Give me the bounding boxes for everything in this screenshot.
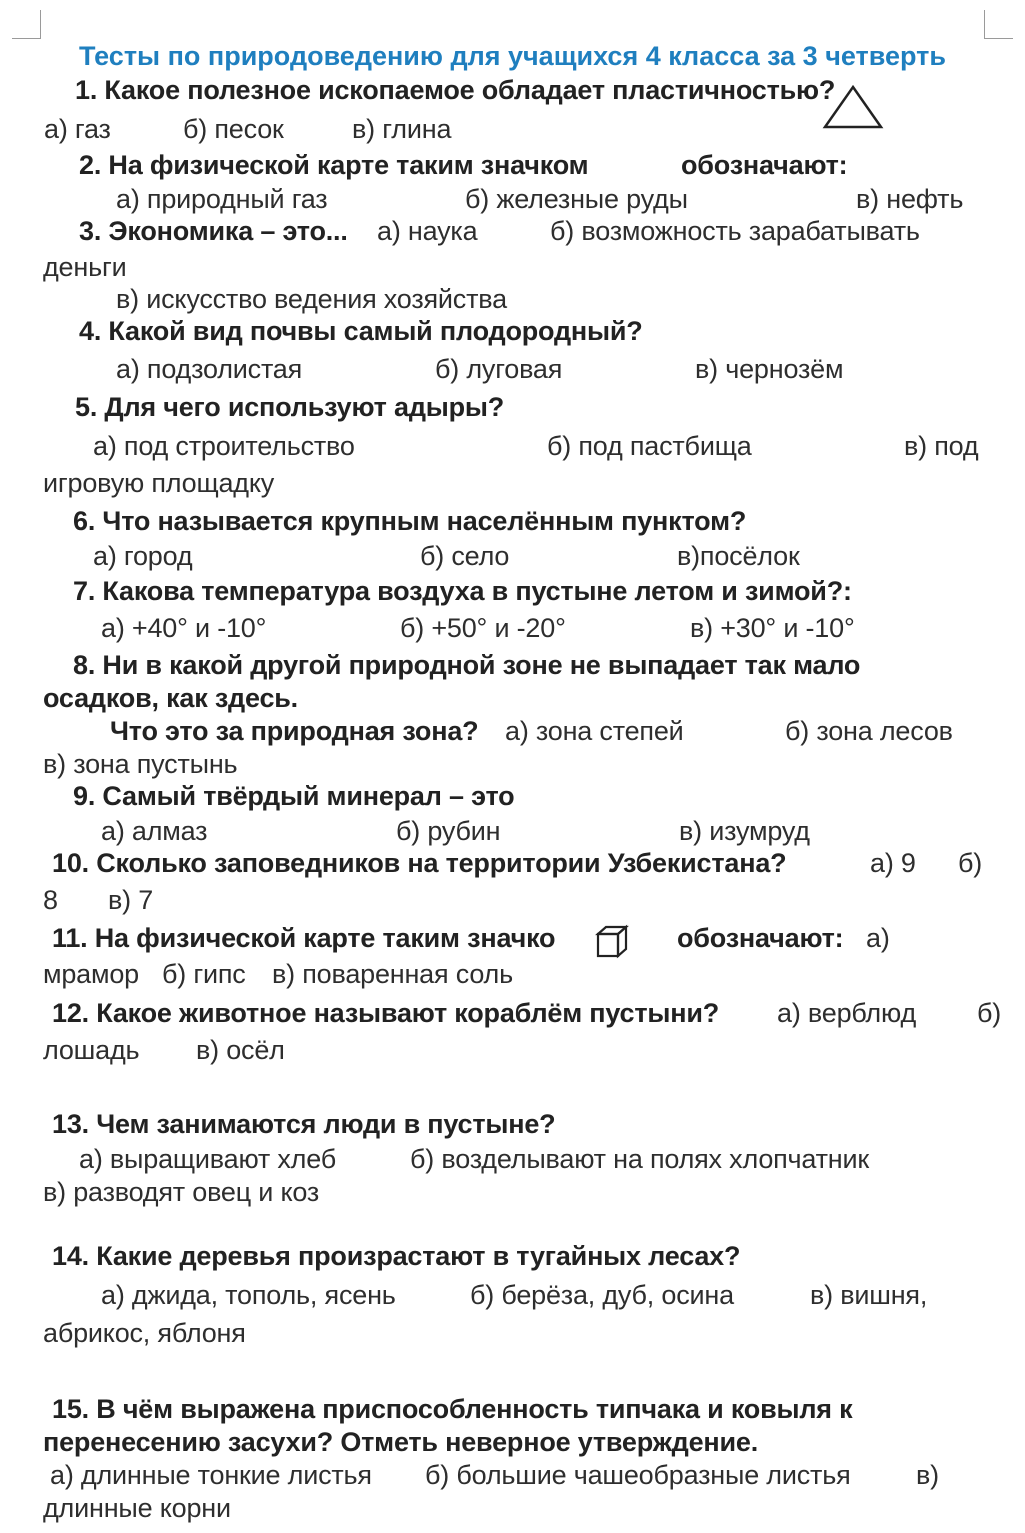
q9-option-a: а) алмаз xyxy=(101,816,208,846)
q10-option-c: в) 7 xyxy=(108,885,154,915)
question-10: 10. Сколько заповедников на территории Узбекистана? xyxy=(52,848,787,878)
question-8-ask: Что это за природная зона? xyxy=(110,716,479,746)
question-15-cont: перенесению засухи? Отметь неверное утверждение. xyxy=(43,1427,759,1457)
question-9: 9. Самый твёрдый минерал – это xyxy=(73,781,515,811)
question-11: 11. На физической карте таким значко xyxy=(52,923,556,953)
q12-option-b-cont: лошадь xyxy=(43,1035,140,1065)
q10-option-b-cont: 8 xyxy=(43,885,58,915)
question-12: 12. Какое животное называют кораблём пустыни? xyxy=(52,998,720,1028)
q11-option-a-cont: мрамор xyxy=(43,959,139,989)
q1-option-c: в) глина xyxy=(352,114,452,144)
q4-option-a: а) подзолистая xyxy=(116,354,303,384)
q3-option-b: б) возможность зарабатывать xyxy=(550,216,920,246)
q3-option-c: в) искусство ведения хозяйства xyxy=(116,284,507,314)
question-3: 3. Экономика – это... xyxy=(79,216,348,246)
q3-option-b-cont: деньги xyxy=(43,252,127,282)
q11-option-b: б) гипс xyxy=(162,959,246,989)
q8-option-b: б) зона лесов xyxy=(785,716,953,746)
q1-option-b: б) песок xyxy=(183,114,284,144)
q9-option-c: в) изумруд xyxy=(679,816,810,846)
q6-option-b: б) село xyxy=(420,541,510,571)
crop-mark-right xyxy=(984,10,1013,39)
clay-triangle-icon xyxy=(822,84,884,130)
q13-option-a: а) выращивают хлеб xyxy=(79,1144,337,1174)
q5-option-a: а) под строительство xyxy=(93,431,355,461)
q3-option-a: а) наука xyxy=(377,216,478,246)
crop-mark-left xyxy=(12,10,41,39)
q15-option-c: в) xyxy=(916,1460,939,1490)
q5-option-c: в) под xyxy=(904,431,979,461)
question-1: 1. Какое полезное ископаемое обладает пластичностью? xyxy=(75,75,836,105)
q14-option-c: в) вишня, xyxy=(810,1280,928,1310)
q2-option-c: в) нефть xyxy=(856,184,964,214)
q1-option-a: а) газ xyxy=(44,114,111,144)
question-2-tail: обозначают: xyxy=(681,150,848,180)
q2-option-a: а) природный газ xyxy=(116,184,328,214)
q9-option-b: б) рубин xyxy=(396,816,501,846)
q15-option-b: б) большие чашеобразные листья xyxy=(425,1460,851,1490)
q10-option-a: а) 9 xyxy=(870,848,916,878)
q15-option-c-cont: длинные корни xyxy=(43,1493,231,1523)
question-14: 14. Какие деревья произрастают в тугайных лесах? xyxy=(52,1241,741,1271)
question-6: 6. Что называется крупным населённым пунктом? xyxy=(73,506,747,536)
q6-option-a: а) город xyxy=(93,541,193,571)
q7-option-a: а) +40° и -10° xyxy=(101,613,267,643)
q14-option-b: б) берёза, дуб, осина xyxy=(470,1280,734,1310)
q14-option-c-cont: абрикос, яблоня xyxy=(43,1318,246,1348)
question-11-tail: обозначают: xyxy=(677,923,844,953)
q11-option-c: в) поваренная соль xyxy=(272,959,513,989)
q12-option-b: б) xyxy=(977,998,1002,1028)
q4-option-c: в) чернозём xyxy=(695,354,844,384)
q15-option-a: а) длинные тонкие листья xyxy=(50,1460,372,1490)
q5-option-c-cont: игровую площадку xyxy=(43,468,275,498)
page-title: Тесты по природоведению для учащихся 4 класса за 3 четверть xyxy=(79,41,946,71)
question-15: 15. В чём выражена приспособленность типчака и ковыля к xyxy=(52,1394,853,1424)
question-2: 2. На физической карте таким значком xyxy=(79,150,589,180)
question-8-cont: осадков, как здесь. xyxy=(43,683,298,713)
question-4: 4. Какой вид почвы самый плодородный? xyxy=(79,316,643,346)
q13-option-b: б) возделывают на полях хлопчатник xyxy=(410,1144,870,1174)
q4-option-b: б) луговая xyxy=(435,354,563,384)
q8-option-a: а) зона степей xyxy=(505,716,684,746)
q12-option-c: в) осёл xyxy=(196,1035,285,1065)
q7-option-c: в) +30° и -10° xyxy=(690,613,855,643)
q2-option-b: б) железные руды xyxy=(465,184,688,214)
q5-option-b: б) под пастбища xyxy=(547,431,752,461)
question-13: 13. Чем занимаются люди в пустыне? xyxy=(52,1109,556,1139)
q7-option-b: б) +50° и -20° xyxy=(400,613,566,643)
q12-option-a: а) верблюд xyxy=(777,998,916,1028)
q14-option-a: а) джида, тополь, ясень xyxy=(101,1280,396,1310)
q11-option-a: а) xyxy=(866,923,890,953)
question-7: 7. Какова температура воздуха в пустыне летом и зимой?: xyxy=(73,576,852,606)
question-8: 8. Ни в какой другой природной зоне не выпадает так мало xyxy=(73,650,861,680)
gypsum-cube-icon xyxy=(595,924,629,960)
question-5: 5. Для чего используют адыры? xyxy=(75,392,505,422)
q10-option-b: б) xyxy=(958,848,983,878)
q13-option-c: в) разводят овец и коз xyxy=(43,1177,320,1207)
q6-option-c: в)посёлок xyxy=(677,541,800,571)
q8-option-c: в) зона пустынь xyxy=(43,749,238,779)
